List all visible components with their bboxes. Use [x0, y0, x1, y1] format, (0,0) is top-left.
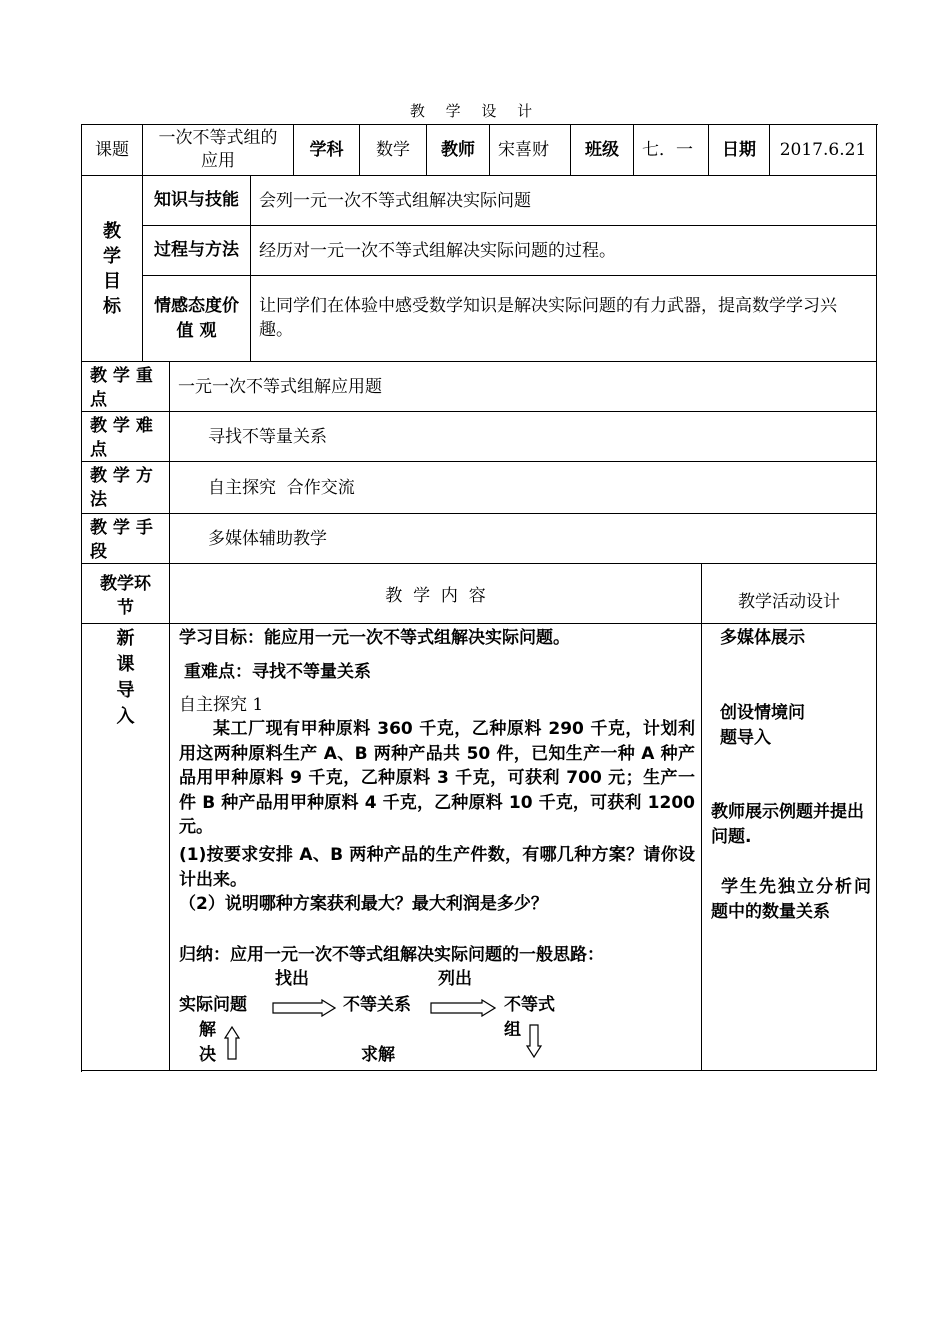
- problem-text: 某工厂现有甲种原料 360 千克，乙种原料 290 千克，计划利用这两种原料生产 A、B 两种产品共 50 件，已知生产一种 A 种产品用甲种原料 9 千克，乙种原料 3 千克，可获利 700 元；生产一件 B 种产品用甲种原料 4 千克，乙种原料 10 千克，可获利 1200 元。: [179, 719, 695, 837]
- class-label: 班级: [571, 125, 634, 176]
- means-label: 教 学 手 段: [82, 514, 170, 564]
- process-value: 经历对一元一次不等式组解决实际问题的过程。: [251, 226, 877, 276]
- knowledge-value: 会列一元一次不等式组解决实际问题: [251, 176, 877, 226]
- method-label: 教 学 方 法: [82, 462, 170, 514]
- topic-label: 课题: [82, 125, 143, 176]
- flow-actual: 实际问题: [179, 995, 247, 1015]
- subject-value: 数学: [360, 125, 427, 176]
- arrow-down-icon: [526, 1024, 542, 1058]
- flow-relation: 不等关系: [343, 995, 411, 1015]
- stage-name: 新课导入: [82, 624, 170, 1071]
- activity-4: 学生先独立分析问题中的数量关系: [711, 877, 871, 922]
- class-value: 七．一: [634, 125, 709, 176]
- activity-label: 教学活动设计: [702, 564, 877, 624]
- focus-value: 一元一次不等式组解应用题: [170, 362, 877, 412]
- flow-system: 不等式组: [504, 995, 555, 1040]
- content-label: 教 学 内 容: [170, 564, 702, 624]
- means-value: 多媒体辅助教学: [170, 514, 877, 564]
- process-label: 过程与方法: [143, 226, 251, 276]
- explore-title: 自主探究 1: [179, 695, 264, 715]
- arrow-right-icon: [272, 999, 336, 1017]
- summary: 归纳：应用一元一次不等式组解决实际问题的一般思路：: [179, 945, 604, 965]
- activity-3: 教师展示例题并提出问题.: [711, 802, 864, 847]
- emotion-label: 情感态度价 值 观: [143, 276, 251, 362]
- topic-value: 一次不等式组的应用: [143, 125, 294, 176]
- question-1: (1)按要求安排 A、B 两种产品的生产件数，有哪几种方案？请你设计出来。: [179, 845, 695, 890]
- teacher-value: 宋喜财: [490, 125, 571, 176]
- document-title: 教 学 设 计: [409, 102, 541, 120]
- objectives-label: 教学目标: [82, 176, 143, 362]
- arrow-right-icon: [430, 999, 496, 1017]
- method-value: 自主探究 合作交流: [170, 462, 877, 514]
- learning-goal: 学习目标：能应用一元一次不等式组解决实际问题。: [179, 628, 570, 648]
- flow-solve-mid: 求解: [361, 1045, 395, 1065]
- subject-label: 学科: [294, 125, 360, 176]
- date-value: 2017.6.21: [770, 125, 877, 176]
- activity-2: 创设情境问题导入: [720, 703, 805, 748]
- key-point: 重难点：寻找不等量关系: [184, 662, 371, 682]
- stage-label: 教学环节: [82, 564, 170, 624]
- date-label: 日期: [709, 125, 770, 176]
- flow-find: 找出: [275, 969, 309, 989]
- flow-solve-left: 解决: [199, 1020, 216, 1065]
- difficulty-label: 教 学 难 点: [82, 412, 170, 462]
- teacher-label: 教师: [427, 125, 490, 176]
- activity-1: 多媒体展示: [720, 628, 805, 648]
- question-2: （2）说明哪种方案获利最大？最大利润是多少？: [179, 894, 548, 914]
- arrow-up-icon: [224, 1026, 240, 1060]
- focus-label: 教 学 重 点: [82, 362, 170, 412]
- difficulty-value: 寻找不等量关系: [170, 412, 877, 462]
- knowledge-label: 知识与技能: [143, 176, 251, 226]
- emotion-value: 让同学们在体验中感受数学知识是解决实际问题的有力武器，提高数学学习兴趣。: [251, 276, 877, 362]
- flow-list: 列出: [438, 969, 472, 989]
